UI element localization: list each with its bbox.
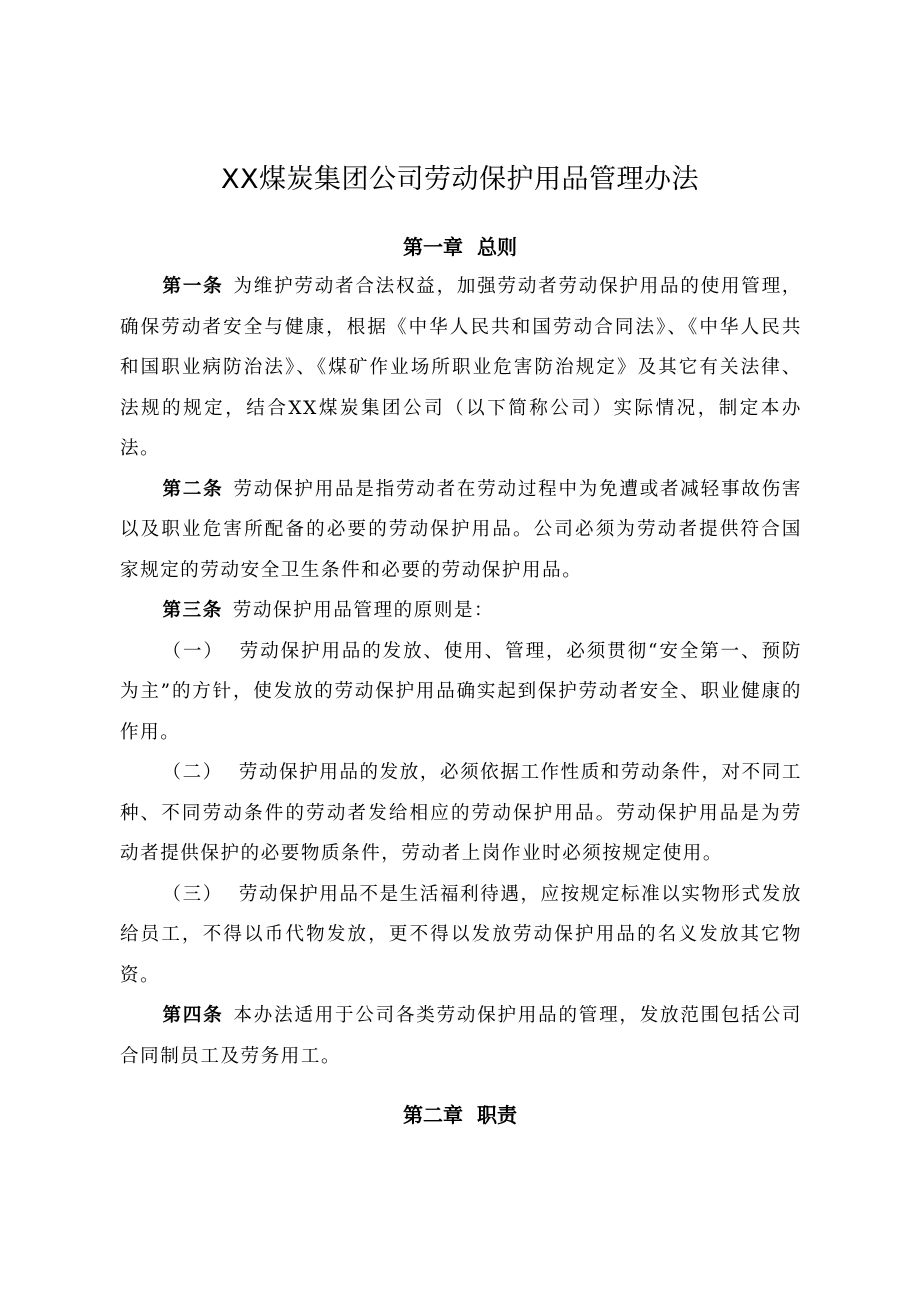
article-text: 劳动保护用品是指劳动者在劳动过程中为免遭或者减轻事故伤害以及职业危害所配备的必要的劳动保护用品。公司必须为劳动者提供符合国家规定的劳动安全卫生条件和必要的劳动保护用品。 (120, 478, 802, 581)
document-title: XX煤炭集团公司劳动保护用品管理办法 (221, 164, 699, 195)
item-label: （二） (162, 762, 223, 783)
chapter-heading-1 (0, 232, 920, 262)
article-3 (120, 591, 802, 632)
item-text: 劳动保护用品的发放、使用、管理，必须贯彻“安全第一、预防为主”的方针，使发放的劳动保护用品确实起到保护劳动者安全、职业健康的作用。 (120, 640, 802, 743)
article-3-item-3 (120, 875, 802, 997)
article-label: 第四条 (162, 1005, 224, 1026)
article-2 (120, 470, 802, 592)
item-label: （三） (162, 883, 223, 905)
chapter-name: 职责 (477, 1103, 517, 1127)
chapter-1-body (120, 267, 802, 1077)
item-label: （一） (162, 640, 224, 662)
article-label: 第二条 (162, 478, 224, 500)
article-text: 劳动保护用品管理的原则是： (232, 600, 495, 621)
article-text: 为维护劳动者合法权益，加强劳动者劳动保护用品的使用管理，确保劳动者安全与健康，根据《中华人民共和国劳动合同法》、《中华人民共和国职业病防治法》、《煤矿作业场所职业危害防治规定》及其它有关法律、法规的规定，结合XX煤炭集团公司（以下简称公司）实际情况，制定本办法。 (120, 276, 802, 459)
article-3-item-1 (120, 632, 802, 754)
article-3-item-2 (120, 753, 802, 875)
chapter-number: 第二章 (403, 1103, 463, 1127)
article-label: 第一条 (162, 276, 224, 297)
article-label: 第三条 (162, 600, 223, 621)
chapter-heading-2 (0, 1100, 920, 1130)
chapter-number: 第一章 (403, 235, 463, 259)
article-text: 本办法适用于公司各类劳动保护用品的管理，发放范围包括公司合同制员工及劳务用工。 (120, 1005, 802, 1067)
article-1 (120, 267, 802, 470)
item-text: 劳动保护用品不是生活福利待遇，应按规定标准以实物形式发放给员工，不得以币代物发放，更不得以发放劳动保护用品的名义发放其它物资。 (120, 883, 802, 986)
article-4 (120, 996, 802, 1077)
chapter-name: 总则 (477, 235, 517, 259)
item-text: 劳动保护用品的发放，必须依据工作性质和劳动条件，对不同工种、不同劳动条件的劳动者发给相应的劳动保护用品。劳动保护用品是为劳动者提供保护的必要物质条件，劳动者上岗作业时必须按规定使用。 (120, 762, 802, 864)
